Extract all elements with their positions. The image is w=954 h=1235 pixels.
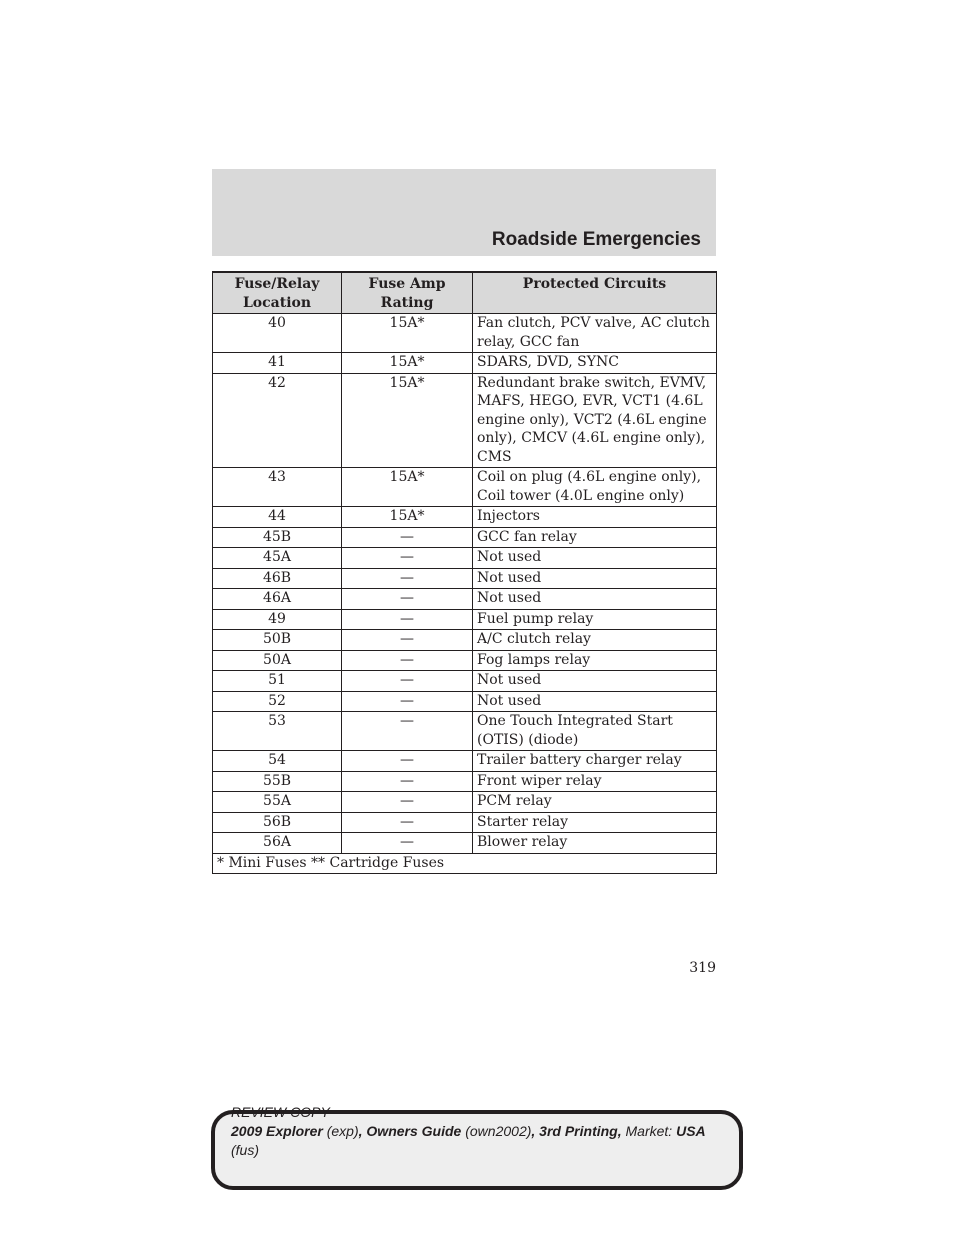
protected-circuits-cell: Trailer battery charger relay <box>473 751 717 772</box>
review-model: 2009 Explorer <box>231 1123 323 1139</box>
table-footnote: * Mini Fuses ** Cartridge Fuses <box>213 853 717 874</box>
fuse-location-cell: 44 <box>213 507 342 528</box>
fuse-rating-cell: — <box>342 792 473 813</box>
column-header-rating: Fuse Amp Rating <box>342 272 473 314</box>
table-row <box>213 507 717 528</box>
fuse-rating-cell: — <box>342 630 473 651</box>
table-row <box>213 468 717 507</box>
fuse-rating-cell: — <box>342 712 473 751</box>
fuse-location-cell: 55B <box>213 771 342 792</box>
fuse-location-cell: 46A <box>213 589 342 610</box>
table-row <box>213 609 717 630</box>
fuse-rating-cell: — <box>342 589 473 610</box>
fuse-rating-cell: — <box>342 650 473 671</box>
fuse-rating-cell: — <box>342 671 473 692</box>
fuse-rating-cell: 15A* <box>342 468 473 507</box>
protected-circuits-cell: One Touch Integrated Start (OTIS) (diode) <box>473 712 717 751</box>
protected-circuits-cell: Front wiper relay <box>473 771 717 792</box>
table-row <box>213 771 717 792</box>
fuse-rating-cell: — <box>342 548 473 569</box>
table-row <box>213 568 717 589</box>
review-market-code: (fus) <box>231 1142 259 1158</box>
protected-circuits-cell: A/C clutch relay <box>473 630 717 651</box>
fuse-rating-cell: — <box>342 751 473 772</box>
protected-circuits-cell: Injectors <box>473 507 717 528</box>
review-guide-code: (own2002) <box>465 1123 532 1139</box>
fuse-rating-cell: 15A* <box>342 507 473 528</box>
table-row <box>213 589 717 610</box>
fuse-rating-cell: 15A* <box>342 373 473 468</box>
review-copy-text <box>231 1104 736 1160</box>
table-row <box>213 671 717 692</box>
fuse-location-cell: 50B <box>213 630 342 651</box>
protected-circuits-cell: Not used <box>473 671 717 692</box>
fuse-rating-cell: — <box>342 771 473 792</box>
review-printing: , 3rd Printing, <box>531 1123 622 1139</box>
fuse-rating-cell: 15A* <box>342 314 473 353</box>
fuse-location-cell: 50A <box>213 650 342 671</box>
table-body <box>213 314 717 854</box>
fuse-rating-cell: — <box>342 609 473 630</box>
review-copy-label: REVIEW COPY —— <box>231 1104 362 1120</box>
protected-circuits-cell: PCM relay <box>473 792 717 813</box>
fuse-location-cell: 40 <box>213 314 342 353</box>
protected-circuits-cell: Not used <box>473 691 717 712</box>
protected-circuits-cell: Fuel pump relay <box>473 609 717 630</box>
protected-circuits-cell: Redundant brake switch, EVMV, MAFS, HEGO, EVR, VCT1 (4.6L engine only), VCT2 (4.6L engine only), CMCV (4.6L engine only), CMS <box>473 373 717 468</box>
fuse-location-cell: 56A <box>213 833 342 854</box>
table-row <box>213 650 717 671</box>
table-row <box>213 712 717 751</box>
fuse-location-cell: 53 <box>213 712 342 751</box>
table-row <box>213 792 717 813</box>
fuse-location-cell: 46B <box>213 568 342 589</box>
table-row <box>213 527 717 548</box>
review-market-label: Market: <box>625 1123 673 1139</box>
fuse-rating-cell: — <box>342 833 473 854</box>
section-header-band <box>212 169 716 256</box>
page-number: 319 <box>689 960 716 976</box>
table-row <box>213 353 717 374</box>
fuse-location-cell: 54 <box>213 751 342 772</box>
protected-circuits-cell: Fog lamps relay <box>473 650 717 671</box>
fuse-location-cell: 43 <box>213 468 342 507</box>
fuse-location-cell: 45B <box>213 527 342 548</box>
fuse-rating-cell: — <box>342 691 473 712</box>
review-market: USA <box>676 1123 706 1139</box>
table-row <box>213 630 717 651</box>
section-title: Roadside Emergencies <box>491 229 701 250</box>
protected-circuits-cell: Not used <box>473 548 717 569</box>
table-row <box>213 751 717 772</box>
fuse-location-cell: 49 <box>213 609 342 630</box>
table-row <box>213 314 717 353</box>
protected-circuits-cell: Blower relay <box>473 833 717 854</box>
table-row <box>213 548 717 569</box>
review-model-code: (exp) <box>326 1123 359 1139</box>
fuse-location-cell: 52 <box>213 691 342 712</box>
table-row <box>213 373 717 468</box>
table-footnote-row <box>213 853 717 874</box>
fuse-location-cell: 51 <box>213 671 342 692</box>
column-header-location: Fuse/Relay Location <box>213 272 342 314</box>
protected-circuits-cell: Coil on plug (4.6L engine only), Coil tower (4.0L engine only) <box>473 468 717 507</box>
fuse-location-cell: 42 <box>213 373 342 468</box>
fuse-rating-cell: — <box>342 568 473 589</box>
table-header-row <box>213 272 717 314</box>
protected-circuits-cell: Not used <box>473 568 717 589</box>
fuse-rating-cell: — <box>342 527 473 548</box>
review-guide: , Owners Guide <box>358 1123 462 1139</box>
protected-circuits-cell: Starter relay <box>473 812 717 833</box>
column-header-circuits: Protected Circuits <box>473 272 717 314</box>
fuse-location-cell: 45A <box>213 548 342 569</box>
fuse-location-cell: 56B <box>213 812 342 833</box>
fuse-location-cell: 41 <box>213 353 342 374</box>
protected-circuits-cell: Fan clutch, PCV valve, AC clutch relay, GCC fan <box>473 314 717 353</box>
table-row <box>213 833 717 854</box>
protected-circuits-cell: GCC fan relay <box>473 527 717 548</box>
fuse-rating-cell: — <box>342 812 473 833</box>
protected-circuits-cell: Not used <box>473 589 717 610</box>
fuse-location-cell: 55A <box>213 792 342 813</box>
fuse-relay-table <box>212 271 717 874</box>
table-row <box>213 691 717 712</box>
table-row <box>213 812 717 833</box>
fuse-rating-cell: 15A* <box>342 353 473 374</box>
protected-circuits-cell: SDARS, DVD, SYNC <box>473 353 717 374</box>
